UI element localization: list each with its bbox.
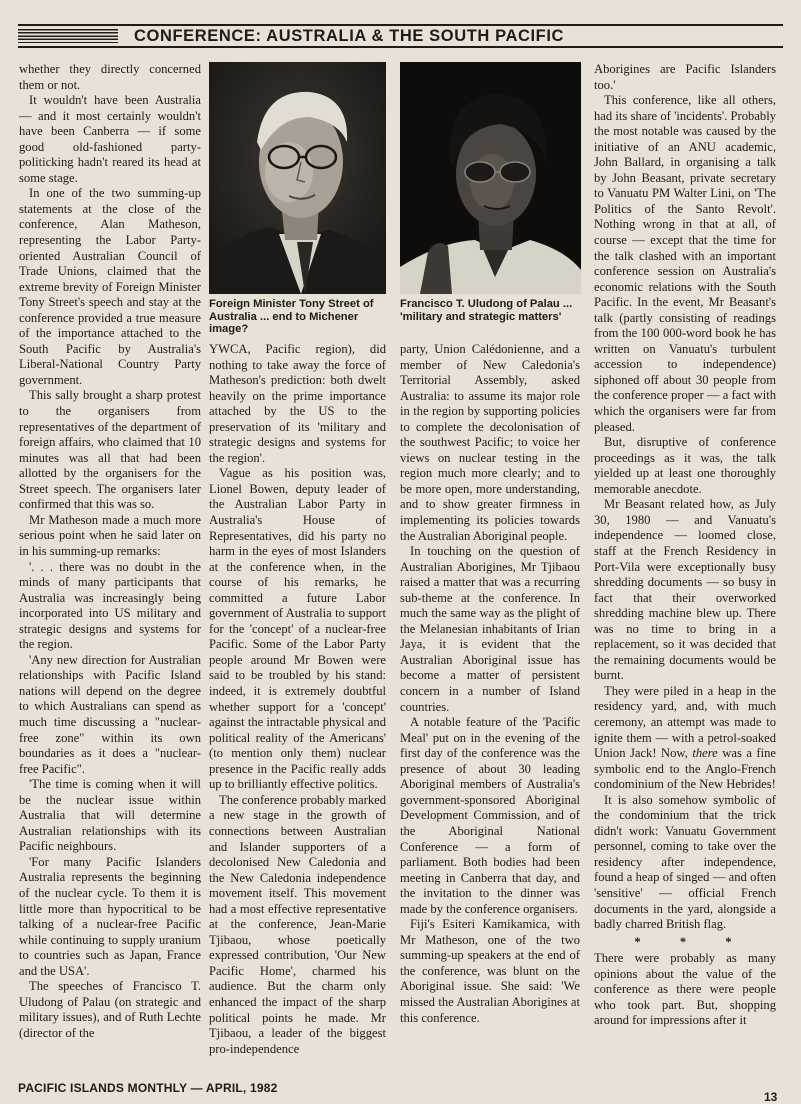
text-column-2 (209, 342, 386, 1057)
paragraph: party, Union Calédonienne, and a member of New Caledonia's Territorial Assembly, asked Australia: to assume its major role in the region by supporting policies to complete the decolonisation of the southwest Pacific; to voice her views on nuclear testing in the region much more clearly; and to be more open, more understanding, and to show greater firmness in implementing its policies towards the Australian Aboriginal people. (400, 342, 580, 543)
photo-caption-2: Francisco T. Uludong of Palau ... 'military and strategic matters' (400, 298, 573, 323)
paragraph: Aborigines are Pacific Islanders too.' (594, 62, 776, 92)
publication-footer: PACIFIC ISLANDS MONTHLY — APRIL, 1982 (18, 1081, 278, 1095)
paragraph: It wouldn't have been Australia — and it most certainly wouldn't have been Canberra — if some good old-fashioned party-politicking hadn't reared its head at some stage. (19, 93, 201, 185)
paragraph: YWCA, Pacific region), did nothing to take away the force of Matheson's prediction: both dwelt heavily on the prime importance attached by the US to the preservation of its 'military and strategic designs and systems for the region'. (209, 342, 386, 465)
paragraph: But, disruptive of conference proceedings as it was, the talk yielded up at least one thoroughly memorable anecdote. (594, 435, 776, 496)
photo-tony-street (209, 62, 386, 294)
text-column-1 (19, 62, 201, 1041)
paragraph: Mr Matheson made a much more serious point when he said later on in his summing-up remarks: (19, 512, 201, 558)
paragraph: 'The time is coming when it will be the nuclear issue within Australia that will determine Australian relationships with its Pacific neighbours. (19, 777, 201, 854)
paragraph: 'Any new direction for Australian relationships with Pacific Island nations will depend on the degree to which Australians can spend as much time discussing a "nuclear-free zone" within its own boundaries as it does a "nuclear-free Pacific". (19, 652, 201, 776)
text-fragment: They were piled in a heap in the residency yard, and, with much ceremony, an attempt was made to ignite them — with a petrol-soaked Union Jack! Now, (594, 683, 776, 761)
paragraph: This sally brought a sharp protest to the organisers from representatives of the department of foreign affairs, who claimed that 10 minutes was all that had been allotted by the organisers for the Street speech. The organisers later confirmed that this was so. (19, 388, 201, 512)
text-column-3 (400, 342, 580, 1026)
text-column-4 (594, 62, 776, 1029)
paragraph: In one of the two summing-up statements at the close of the conference, Alan Matheson, representing the Labor Party-oriented Australian Council of Trade Unions, claimed that the extreme brevity of Foreign Minister Tony Street's speech and stay at the conference provided a true measure of the importance attached to the South Pacific by Australia's Liberal-National Country Party government. (19, 186, 201, 387)
header-bottom-rule (18, 46, 783, 48)
photo-francisco-uludong (400, 62, 581, 294)
paragraph: There were probably as many opinions about the value of the conference as there were people who took part. But, shopping around for impressions after it (594, 951, 776, 1028)
text-fragment: was a fine symbolic end to the Anglo-French condominium of the New Hebrides! (594, 746, 777, 792)
section-header (18, 24, 783, 48)
page-number: 13 (764, 1090, 778, 1104)
paragraph: A notable feature of the 'Pacific Meal' put on in the evening of the first day of the conference was the presence of about 30 leading Aboriginal members of Australia's government-sponsored Aboriginal Development Commission, and of the Aboriginal National Conference — a form of parliament. Both bodies had been meeting in Canberra that day, and the invitation to the dinner was made by the conference organisers. (400, 715, 580, 916)
paragraph: Mr Beasant related how, as July 30, 1980 — and Vanuatu's independence — loomed close, staff at the French Residency in Port-Vila were exceptionally busy shredding documents — so busy in fact that their overworked shredding machine blew up. There was no time to bring in a replacement, so it was decided that the remaining documents would be burnt. (594, 497, 776, 683)
paragraph: Vague as his position was, Lionel Bowen, deputy leader of the Australian Labor Party in Australia's House of Representatives, did his party no harm in the eyes of most Islanders at the conference when, in the course of his remarks, he committed a future Labor government of Australia to support for the 'concept' of a nuclear-free Pacific. Some of the Labor Party people around Mr Bowen were said to be troubled by his stand: indeed, it is extremely doubtful whether support for a 'concept' against the intractable physical and political reality of the Americans' (to mention only them) nuclear presence in the Pacific really adds up to brilliantly effective politics. (209, 466, 386, 792)
paragraph: This conference, like all others, had its share of 'incidents'. Probably the most notable was caused by the initiative of an ANU academic, John Ballard, in organising a talk by John Beasant, private secretary to Vanuatu PM Walter Lini, on 'The Politics of the Santo Revolt'. Nothing wrong in that at all, of course — except that the time for the talk clashed with an important conference session on Australia's economic relations with the South Pacific. In the event, Mr Beasant's talk (partly consisting of readings from the 100 000-word book he has written on Vanuatu's turbulent accession to independence) siphoned off about 30 people from the conference proper — a fact with which the organisers were far from pleased. (594, 93, 776, 434)
header-hatch-lines (18, 29, 118, 43)
paragraph: Fiji's Esiteri Kamikamica, with Mr Matheson, one of the two summing-up speakers at the end of the conference, was blunt on the Aboriginal issue. She said: 'We missed the Australian Aborigines at this conference. (400, 917, 580, 1025)
photo-caption-1: Foreign Minister Tony Street of Australia ... end to Michener image? (209, 298, 374, 336)
paragraph: '. . . there was no doubt in the minds of many participants that Australia was increasingly being incorporated into US military and strategic designs and systems for the region. (19, 559, 201, 652)
section-break-stars: * * * (634, 934, 750, 949)
paragraph: 'For many Pacific Islanders Australia represents the beginning of the nuclear cycle. To them it is little more than hypocritical to be talking of a nuclear-free Pacific while continuing to supply uranium to countries such as Japan, France and the USA'. (19, 854, 201, 978)
paragraph: The conference probably marked a new stage in the growth of connections between Australian and Islander supporters of a decolonised New Caledonia and the New Caledonia independence movement itself. This movement had a most effective representative at the conference, Jean-Marie Tjibaou, whose poetically expressed contribution, 'Our New Pacific Home', charmed his audience. But the charm only enhanced the impact of the sharp political points he made. Mr Tjibaou, a leader of the biggest pro-independence (209, 792, 386, 1056)
emphasis: there (692, 746, 718, 761)
paragraph: In touching on the question of Australian Aborigines, Mr Tjibaou raised a matter that was a recurring sub-theme at the conference. In much the same way as the plight of the Melanesian inhabitants of Irian Jaya, it is evident that the Australian Aboriginal issue has become a matter of persistent concern in a number of Island countries. (400, 544, 580, 714)
paragraph: It is also somehow symbolic of the condominium that the trick didn't work: Vanuatu Government personnel, coming to take over the residency after independence, found a heap of singed — and often 'sensitive' — official French documents in the yard, alongside a badly charred British flag. (594, 792, 776, 932)
section-title: CONFERENCE: AUSTRALIA & THE SOUTH PACIFIC (134, 27, 565, 45)
paragraph (594, 684, 776, 793)
paragraph: The speeches of Francisco T. Uludong of Palau (on strategic and military issues), and of Ruth Lechte (director of the (19, 979, 201, 1040)
paragraph: whether they directly concerned them or not. (19, 62, 201, 92)
